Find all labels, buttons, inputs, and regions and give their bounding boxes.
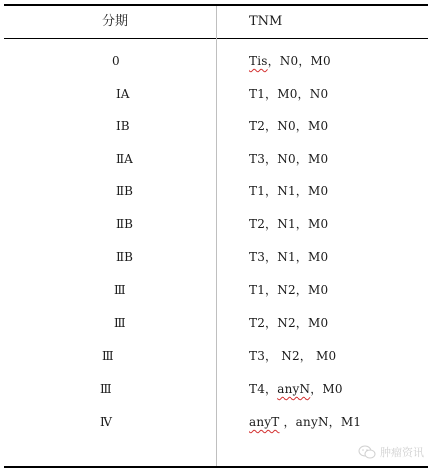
tnm-rest: T3， N2， M0 [249,349,337,363]
tnm-cell [249,53,331,69]
stage-cell: 0 [112,54,120,68]
tnm-rest: T3，N1，M0 [249,250,329,264]
table-row [4,274,428,306]
table-row [4,208,428,240]
tnm-flagged-word: anyT [249,415,280,429]
stage-cell: ⅠA [116,87,130,101]
watermark [358,444,424,460]
table-row [4,307,428,339]
wechat-icon [358,445,376,459]
table-row [4,373,428,405]
tnm-flagged-word: Tis [249,54,268,68]
stage-cell: ⅡB [116,217,133,231]
tnm-rest: T2，N1，M0 [249,217,329,231]
tnm-rest: T1，M0，N0 [249,87,329,101]
tnm-rest: ，N0，M0 [267,54,331,68]
tnm-cell [249,315,328,331]
tnm-cell [249,414,361,430]
table-row [4,406,428,438]
table-row [4,340,428,372]
tnm-cell [249,249,328,265]
tnm-cell [249,86,328,102]
watermark-text: 肿瘤资讯 [380,446,424,459]
tnm-cell [249,348,336,364]
tnm-rest: T1，N1，M0 [249,184,329,198]
header-tnm: TNM [249,14,283,29]
staging-table [4,4,428,468]
tnm-cell [249,118,328,134]
stage-cell: Ⅲ [114,283,126,297]
tnm-prefix: T4， [249,382,278,396]
tnm-rest: T2，N0，M0 [249,119,329,133]
tnm-cell [249,151,328,167]
stage-cell: ⅠB [116,119,130,133]
table-row [4,241,428,273]
stage-cell: Ⅲ [102,349,114,363]
tnm-rest: ，M0 [310,382,343,396]
table-row [4,143,428,175]
table-row [4,45,428,77]
stage-cell: Ⅳ [100,415,112,429]
tnm-rest: T1，N2，M0 [249,283,329,297]
table-row [4,78,428,110]
stage-cell: Ⅲ [114,316,126,330]
header-stage: 分期 [102,14,129,29]
tnm-flagged-word: anyN [277,382,311,396]
tnm-cell [249,282,328,298]
stage-cell: ⅡA [116,152,133,166]
tnm-cell [249,183,328,199]
table-row [4,175,428,207]
tnm-rest: ，anyN，M1 [279,415,362,429]
tnm-cell [249,216,328,232]
tnm-rest: T3，N0，M0 [249,152,329,166]
bottom-rule [4,466,428,468]
stage-cell: Ⅲ [100,382,112,396]
stage-cell: ⅡB [116,250,133,264]
stage-cell: ⅡB [116,184,133,198]
table-row [4,110,428,142]
tnm-cell [249,381,343,397]
tnm-rest: T2，N2，M0 [249,316,329,330]
